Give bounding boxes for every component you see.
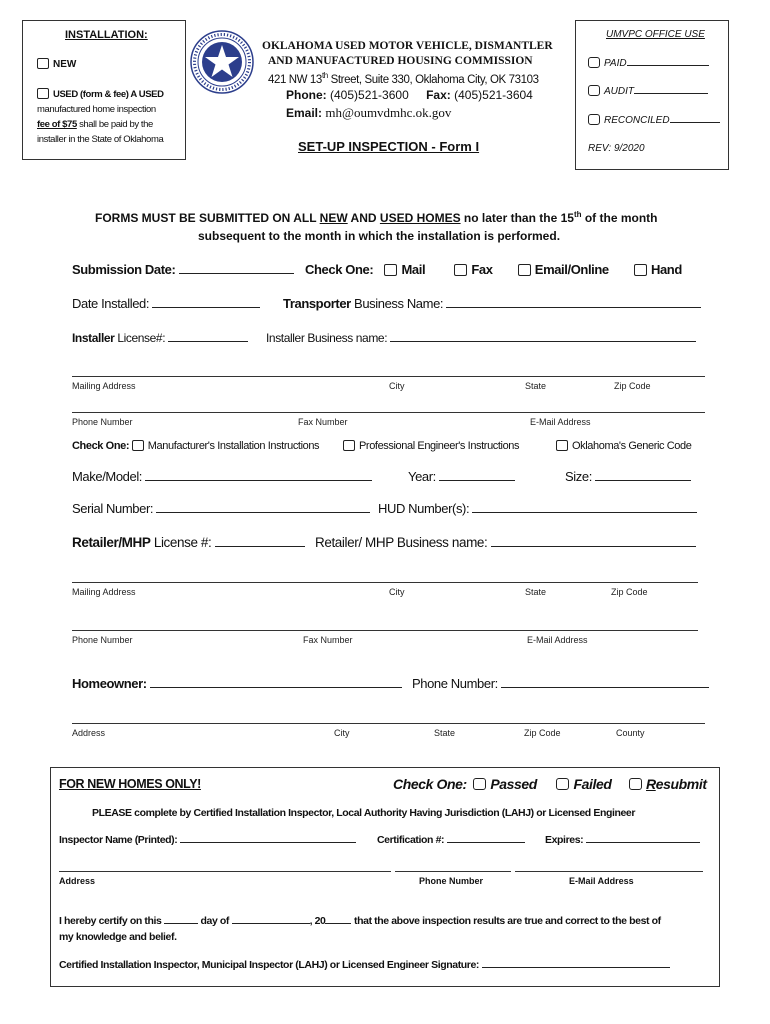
inspector-email-caption: E-Mail Address xyxy=(569,876,634,886)
installer-address-line[interactable] xyxy=(72,376,705,377)
failed-option[interactable]: Failed xyxy=(556,776,611,792)
new-option[interactable]: NEW xyxy=(37,59,76,70)
certify-statement: I hereby certify on this day of , 20 that the above inspection results are true and correct to the best of xyxy=(59,915,661,927)
resubmit-option[interactable]: Resubmit xyxy=(629,776,707,792)
org-address: 421 NW 13th Street, Suite 330, Oklahoma City, OK 73103 xyxy=(268,71,539,86)
notice-line2: subsequent to the month in which the installation is performed. xyxy=(198,229,561,243)
instructions-row: Check One: Manufacturer's Installation Instructions xyxy=(72,440,320,452)
installer-state-caption: State xyxy=(525,381,547,391)
homeowner-county-caption: County xyxy=(616,728,645,738)
certify-month-field[interactable] xyxy=(232,923,310,924)
submission-row xyxy=(72,262,294,277)
hud-row: HUD Number(s): xyxy=(378,501,697,516)
retailer-business-field[interactable] xyxy=(491,546,696,547)
audit-option[interactable]: AUDIT xyxy=(588,86,708,97)
installer-fax-caption: Fax Number xyxy=(298,417,348,427)
installer-phone-caption: Phone Number xyxy=(72,417,133,427)
homeowner-address-line[interactable] xyxy=(72,723,705,724)
retailer-mailing-caption: Mailing Address xyxy=(72,587,136,597)
make-model-field[interactable] xyxy=(145,480,372,481)
new-checkbox[interactable] xyxy=(37,58,49,69)
installer-mailing-caption: Mailing Address xyxy=(72,381,136,391)
generic-code-option[interactable]: Oklahoma's Generic Code xyxy=(556,440,691,452)
homeowner-zip-caption: Zip Code xyxy=(524,728,561,738)
inspector-address-caption: Address xyxy=(59,876,96,886)
reconciled-option[interactable]: RECONCILED xyxy=(588,115,720,126)
serial-field[interactable] xyxy=(156,512,370,513)
installation-box xyxy=(22,20,186,160)
notice-line1: FORMS MUST BE SUBMITTED ON ALL NEW AND USED HOMES no later than the 15th of the month xyxy=(95,210,658,225)
revision-label: REV: 9/2020 xyxy=(588,143,645,154)
inspection-result: Check One: Passed Failed Resubmit xyxy=(393,776,707,792)
retailer-license-row: Retailer/MHP License #: xyxy=(72,535,305,550)
installer-city-caption: City xyxy=(389,381,405,391)
size-field[interactable] xyxy=(595,480,691,481)
org-phone-fax: Phone: (405)521-3600 Fax: (405)521-3604 xyxy=(286,88,533,102)
org-name-line1: OKLAHOMA USED MOTOR VEHICLE, DISMANTLER xyxy=(262,40,553,52)
expires-field[interactable] xyxy=(586,842,700,843)
fee-text: fee of $75 xyxy=(37,119,77,130)
retailer-email-caption: E-Mail Address xyxy=(527,635,588,645)
paid-option[interactable]: PAID xyxy=(588,58,709,69)
inspector-phone-caption: Phone Number xyxy=(419,876,484,886)
email-online-option[interactable]: Email/Online xyxy=(518,262,609,277)
installer-contact-line[interactable] xyxy=(72,412,705,413)
org-email: Email: mh@oumvdmhc.ok.gov xyxy=(286,105,452,120)
submission-date-label: Submission Date: xyxy=(72,262,176,277)
homeowner-phone-field[interactable] xyxy=(501,687,709,688)
year-row: Year: xyxy=(408,469,515,484)
homeowner-address-caption: Address xyxy=(72,728,106,738)
date-installed-row: Date Installed: xyxy=(72,296,260,311)
inspector-name-row: Inspector Name (Printed): xyxy=(59,834,356,846)
hand-option[interactable]: Hand xyxy=(634,262,682,277)
retailer-city-caption: City xyxy=(389,587,405,597)
make-model-row: Make/Model: xyxy=(72,469,372,484)
retailer-state-caption: State xyxy=(525,587,547,597)
submission-method: Check One: Mail Fax Email/Online Hand xyxy=(305,262,682,277)
signature-field[interactable] xyxy=(482,967,670,968)
installer-license-row: Installer License#: xyxy=(72,331,248,345)
new-homes-box xyxy=(50,767,720,987)
retailer-business-row: Retailer/ MHP Business name: xyxy=(315,535,696,550)
manufacturer-instructions-option[interactable]: Manufacturer's Installation Instructions xyxy=(132,440,319,452)
passed-option[interactable]: Passed xyxy=(473,776,537,792)
installer-business-field[interactable] xyxy=(390,341,696,342)
inspector-name-field[interactable] xyxy=(180,842,356,843)
homeowner-city-caption: City xyxy=(334,728,350,738)
org-name-line2: AND MANUFACTURED HOUSING COMMISSION xyxy=(268,55,533,67)
mail-option[interactable]: Mail xyxy=(384,262,425,277)
date-installed-field[interactable] xyxy=(152,307,260,308)
new-homes-title: FOR NEW HOMES ONLY! xyxy=(59,777,201,791)
used-checkbox[interactable] xyxy=(37,88,49,99)
installer-email-caption: E-Mail Address xyxy=(530,417,591,427)
installer-license-field[interactable] xyxy=(168,341,248,342)
homeowner-row: Homeowner: xyxy=(72,676,402,691)
retailer-address-line[interactable] xyxy=(72,582,698,583)
homeowner-phone-row: Phone Number: xyxy=(412,676,709,691)
inspector-email-line[interactable] xyxy=(515,871,703,872)
office-use-box xyxy=(575,20,729,170)
retailer-zip-caption: Zip Code xyxy=(611,587,648,597)
expires-row: Expires: xyxy=(545,834,700,846)
fax-option[interactable]: Fax xyxy=(454,262,492,277)
certify-year-field[interactable] xyxy=(325,923,351,924)
transporter-row: Transporter Business Name: xyxy=(283,296,701,311)
year-field[interactable] xyxy=(439,480,515,481)
installer-business-row: Installer Business name: xyxy=(266,331,696,345)
used-option[interactable]: USED (form & fee) A USED manufactured home inspection fee of $75 shall be paid by the installer in the State of Oklahoma xyxy=(37,89,164,145)
office-use-title: UMVPC OFFICE USE xyxy=(606,29,705,40)
transporter-business-field[interactable] xyxy=(446,307,701,308)
hud-field[interactable] xyxy=(472,512,697,513)
certify-statement-line2: my knowledge and belief. xyxy=(59,931,177,943)
size-row: Size: xyxy=(565,469,691,484)
retailer-fax-caption: Fax Number xyxy=(303,635,353,645)
homeowner-state-caption: State xyxy=(434,728,456,738)
retailer-license-field[interactable] xyxy=(215,546,305,547)
engineer-instructions-option[interactable]: Professional Engineer's Instructions xyxy=(343,440,519,452)
retailer-phone-caption: Phone Number xyxy=(72,635,133,645)
signature-row: Certified Installation Inspector, Municipal Inspector (LAHJ) or Licensed Engineer Signature: xyxy=(59,959,670,971)
installer-zip-caption: Zip Code xyxy=(614,381,651,391)
commission-seal-icon xyxy=(190,30,254,94)
form-title: SET-UP INSPECTION - Form I xyxy=(298,139,480,154)
certification-row: Certification #: xyxy=(377,834,525,846)
inspector-address-line[interactable] xyxy=(59,871,391,872)
retailer-contact-line[interactable] xyxy=(72,630,698,631)
certify-day-field[interactable] xyxy=(164,923,198,924)
email-link[interactable]: mh@oumvdmhc.ok.gov xyxy=(325,105,452,120)
inspector-phone-line[interactable] xyxy=(395,871,511,872)
serial-row: Serial Number: xyxy=(72,501,370,516)
submission-date-field[interactable] xyxy=(179,273,294,274)
installation-title: INSTALLATION: xyxy=(65,29,148,41)
please-complete-text: PLEASE complete by Certified Installation Inspector, Local Authority Having Jurisdiction (LAHJ) or Licensed Engineer xyxy=(92,807,636,819)
certification-field[interactable] xyxy=(447,842,525,843)
homeowner-field[interactable] xyxy=(150,687,402,688)
